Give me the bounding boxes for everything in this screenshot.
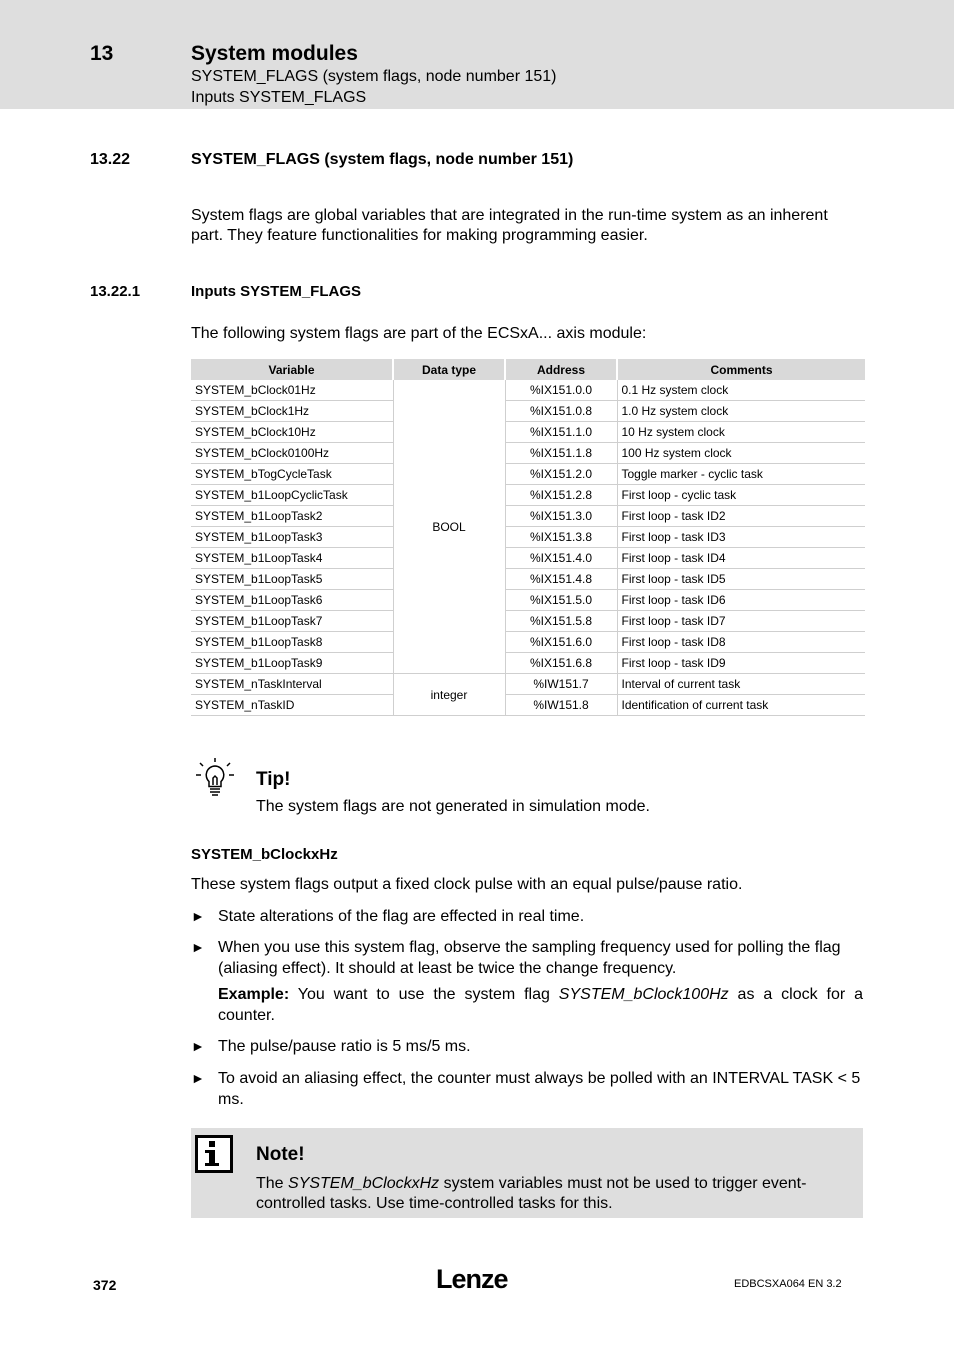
comment-cell: First loop - task ID7 [617,611,865,632]
variable-cell: SYSTEM_nTaskInterval [191,674,393,695]
variable-cell: SYSTEM_b1LoopTask8 [191,632,393,653]
variable-cell: SYSTEM_b1LoopTask2 [191,506,393,527]
table-row [191,674,865,695]
table-row [191,443,865,464]
example-label: Example: [218,986,290,1003]
address-cell: %IX151.0.0 [505,380,617,401]
variable-cell: SYSTEM_b1LoopTask7 [191,611,393,632]
variable-cell: SYSTEM_bClock0100Hz [191,443,393,464]
section-title: SYSTEM_FLAGS (system flags, node number 151) [191,151,574,168]
header-subtitle-1: SYSTEM_FLAGS (system flags, node number 151) [191,68,557,85]
comment-cell: Identification of current task [617,695,865,716]
address-cell: %IX151.3.0 [505,506,617,527]
example-paragraph [218,984,863,1026]
table-row [191,485,865,506]
note-text [256,1174,856,1214]
address-cell: %IX151.6.0 [505,632,617,653]
table-row [191,590,865,611]
table-row [191,569,865,590]
bullet-text: When you use this system flag, observe the sampling frequency used for polling the flag (aliasing effect). It should at least be twice the change frequency. [218,939,841,977]
table-row [191,506,865,527]
bullet-marker: ► [191,908,205,924]
bullet-marker: ► [191,1070,205,1086]
address-cell: %IX151.1.0 [505,422,617,443]
bullet-text: The pulse/pause ratio is 5 ms/5 ms. [218,1038,471,1055]
tip-title: Tip! [256,769,291,790]
lenze-logo: Lenze [436,1264,508,1294]
document-id: EDBCSXA064 EN 3.2 [734,1278,842,1290]
variable-cell: SYSTEM_bClock10Hz [191,422,393,443]
address-cell: %IW151.8 [505,695,617,716]
bclock-heading: SYSTEM_bClockxHz [191,846,338,863]
address-cell: %IX151.2.8 [505,485,617,506]
variable-cell: SYSTEM_b1LoopTask3 [191,527,393,548]
table-row [191,611,865,632]
bullet-marker: ► [191,1038,205,1054]
bullet-text: State alterations of the flag are effected in real time. [218,908,585,925]
bclock-intro: These system flags output a fixed clock pulse with an equal pulse/pause ratio. [191,876,743,893]
subsection-number: 13.22.1 [90,283,141,300]
table-row [191,653,865,674]
info-icon [195,1135,233,1178]
chapter-number: 13 [90,42,114,65]
system-flags-table [191,359,865,716]
note-title: Note! [256,1144,305,1165]
address-cell: %IX151.4.8 [505,569,617,590]
table-row [191,422,865,443]
address-cell: %IW151.7 [505,674,617,695]
table-row [191,464,865,485]
address-cell: %IX151.5.8 [505,611,617,632]
comment-cell: First loop - cyclic task [617,485,865,506]
tip-text: The system flags are not generated in simulation mode. [256,798,650,815]
section-number: 13.22 [90,151,131,168]
variable-cell: SYSTEM_b1LoopCyclicTask [191,485,393,506]
variable-cell: SYSTEM_b1LoopTask6 [191,590,393,611]
header-band [0,0,954,109]
table-row [191,695,865,716]
data-type-cell: integer [393,674,505,716]
address-cell: %IX151.4.0 [505,548,617,569]
lightbulb-icon [194,757,236,804]
example-text: You want to use the system flag [289,986,559,1003]
comment-cell: First loop - task ID4 [617,548,865,569]
header-subtitle-2: Inputs SYSTEM_FLAGS [191,89,367,106]
variable-cell: SYSTEM_bTogCycleTask [191,464,393,485]
note-text-part: The [256,1175,289,1192]
variable-cell: SYSTEM_nTaskID [191,695,393,716]
table-row [191,401,865,422]
comment-cell: First loop - task ID6 [617,590,865,611]
variable-cell: SYSTEM_bClock1Hz [191,401,393,422]
comment-cell: Interval of current task [617,674,865,695]
example-variable: SYSTEM_bClock100Hz [558,986,729,1003]
variable-cell: SYSTEM_b1LoopTask9 [191,653,393,674]
column-header: Variable [191,359,393,380]
comment-cell: First loop - task ID9 [617,653,865,674]
column-header: Comments [617,359,865,380]
example-text: as a clock for a counter. [218,986,864,1024]
address-cell: %IX151.5.0 [505,590,617,611]
chapter-title: System modules [191,42,358,65]
comment-cell: 100 Hz system clock [617,443,865,464]
table-row [191,527,865,548]
comment-cell: First loop - task ID2 [617,506,865,527]
column-header: Data type [393,359,505,380]
bullet-marker: ► [191,939,205,955]
comment-cell: 10 Hz system clock [617,422,865,443]
table-body [191,380,865,716]
data-type-cell: BOOL [393,380,505,674]
address-cell: %IX151.1.8 [505,443,617,464]
variable-cell: SYSTEM_b1LoopTask4 [191,548,393,569]
comment-cell: 1.0 Hz system clock [617,401,865,422]
comment-cell: First loop - task ID8 [617,632,865,653]
table-header-row [191,359,865,380]
comment-cell: First loop - task ID3 [617,527,865,548]
variable-cell: SYSTEM_bClock01Hz [191,380,393,401]
column-header: Address [505,359,617,380]
page-number: 372 [93,1277,117,1293]
note-text-part: system variables must not be used to trigger event-controlled tasks. Use time-controlled tasks for this. [256,1175,807,1212]
address-cell: %IX151.2.0 [505,464,617,485]
bullet-text: To avoid an aliasing effect, the counter must always be polled with an INTERVAL TASK < 5 ms. [218,1070,861,1108]
subsection-title: Inputs SYSTEM_FLAGS [191,283,362,300]
table-row [191,632,865,653]
address-cell: %IX151.0.8 [505,401,617,422]
table-row [191,380,865,401]
note-variable: SYSTEM_bClockxHz [288,1175,440,1192]
address-cell: %IX151.3.8 [505,527,617,548]
comment-cell: First loop - task ID5 [617,569,865,590]
section-intro: System flags are global variables that are integrated in the run-time system as an inherent part. They feature functionalities for making programming easier. [191,207,828,244]
address-cell: %IX151.6.8 [505,653,617,674]
comment-cell: 0.1 Hz system clock [617,380,865,401]
table-row [191,548,865,569]
subsection-lead: The following system flags are part of the ECSxA... axis module: [191,325,647,342]
variable-cell: SYSTEM_b1LoopTask5 [191,569,393,590]
comment-cell: Toggle marker - cyclic task [617,464,865,485]
